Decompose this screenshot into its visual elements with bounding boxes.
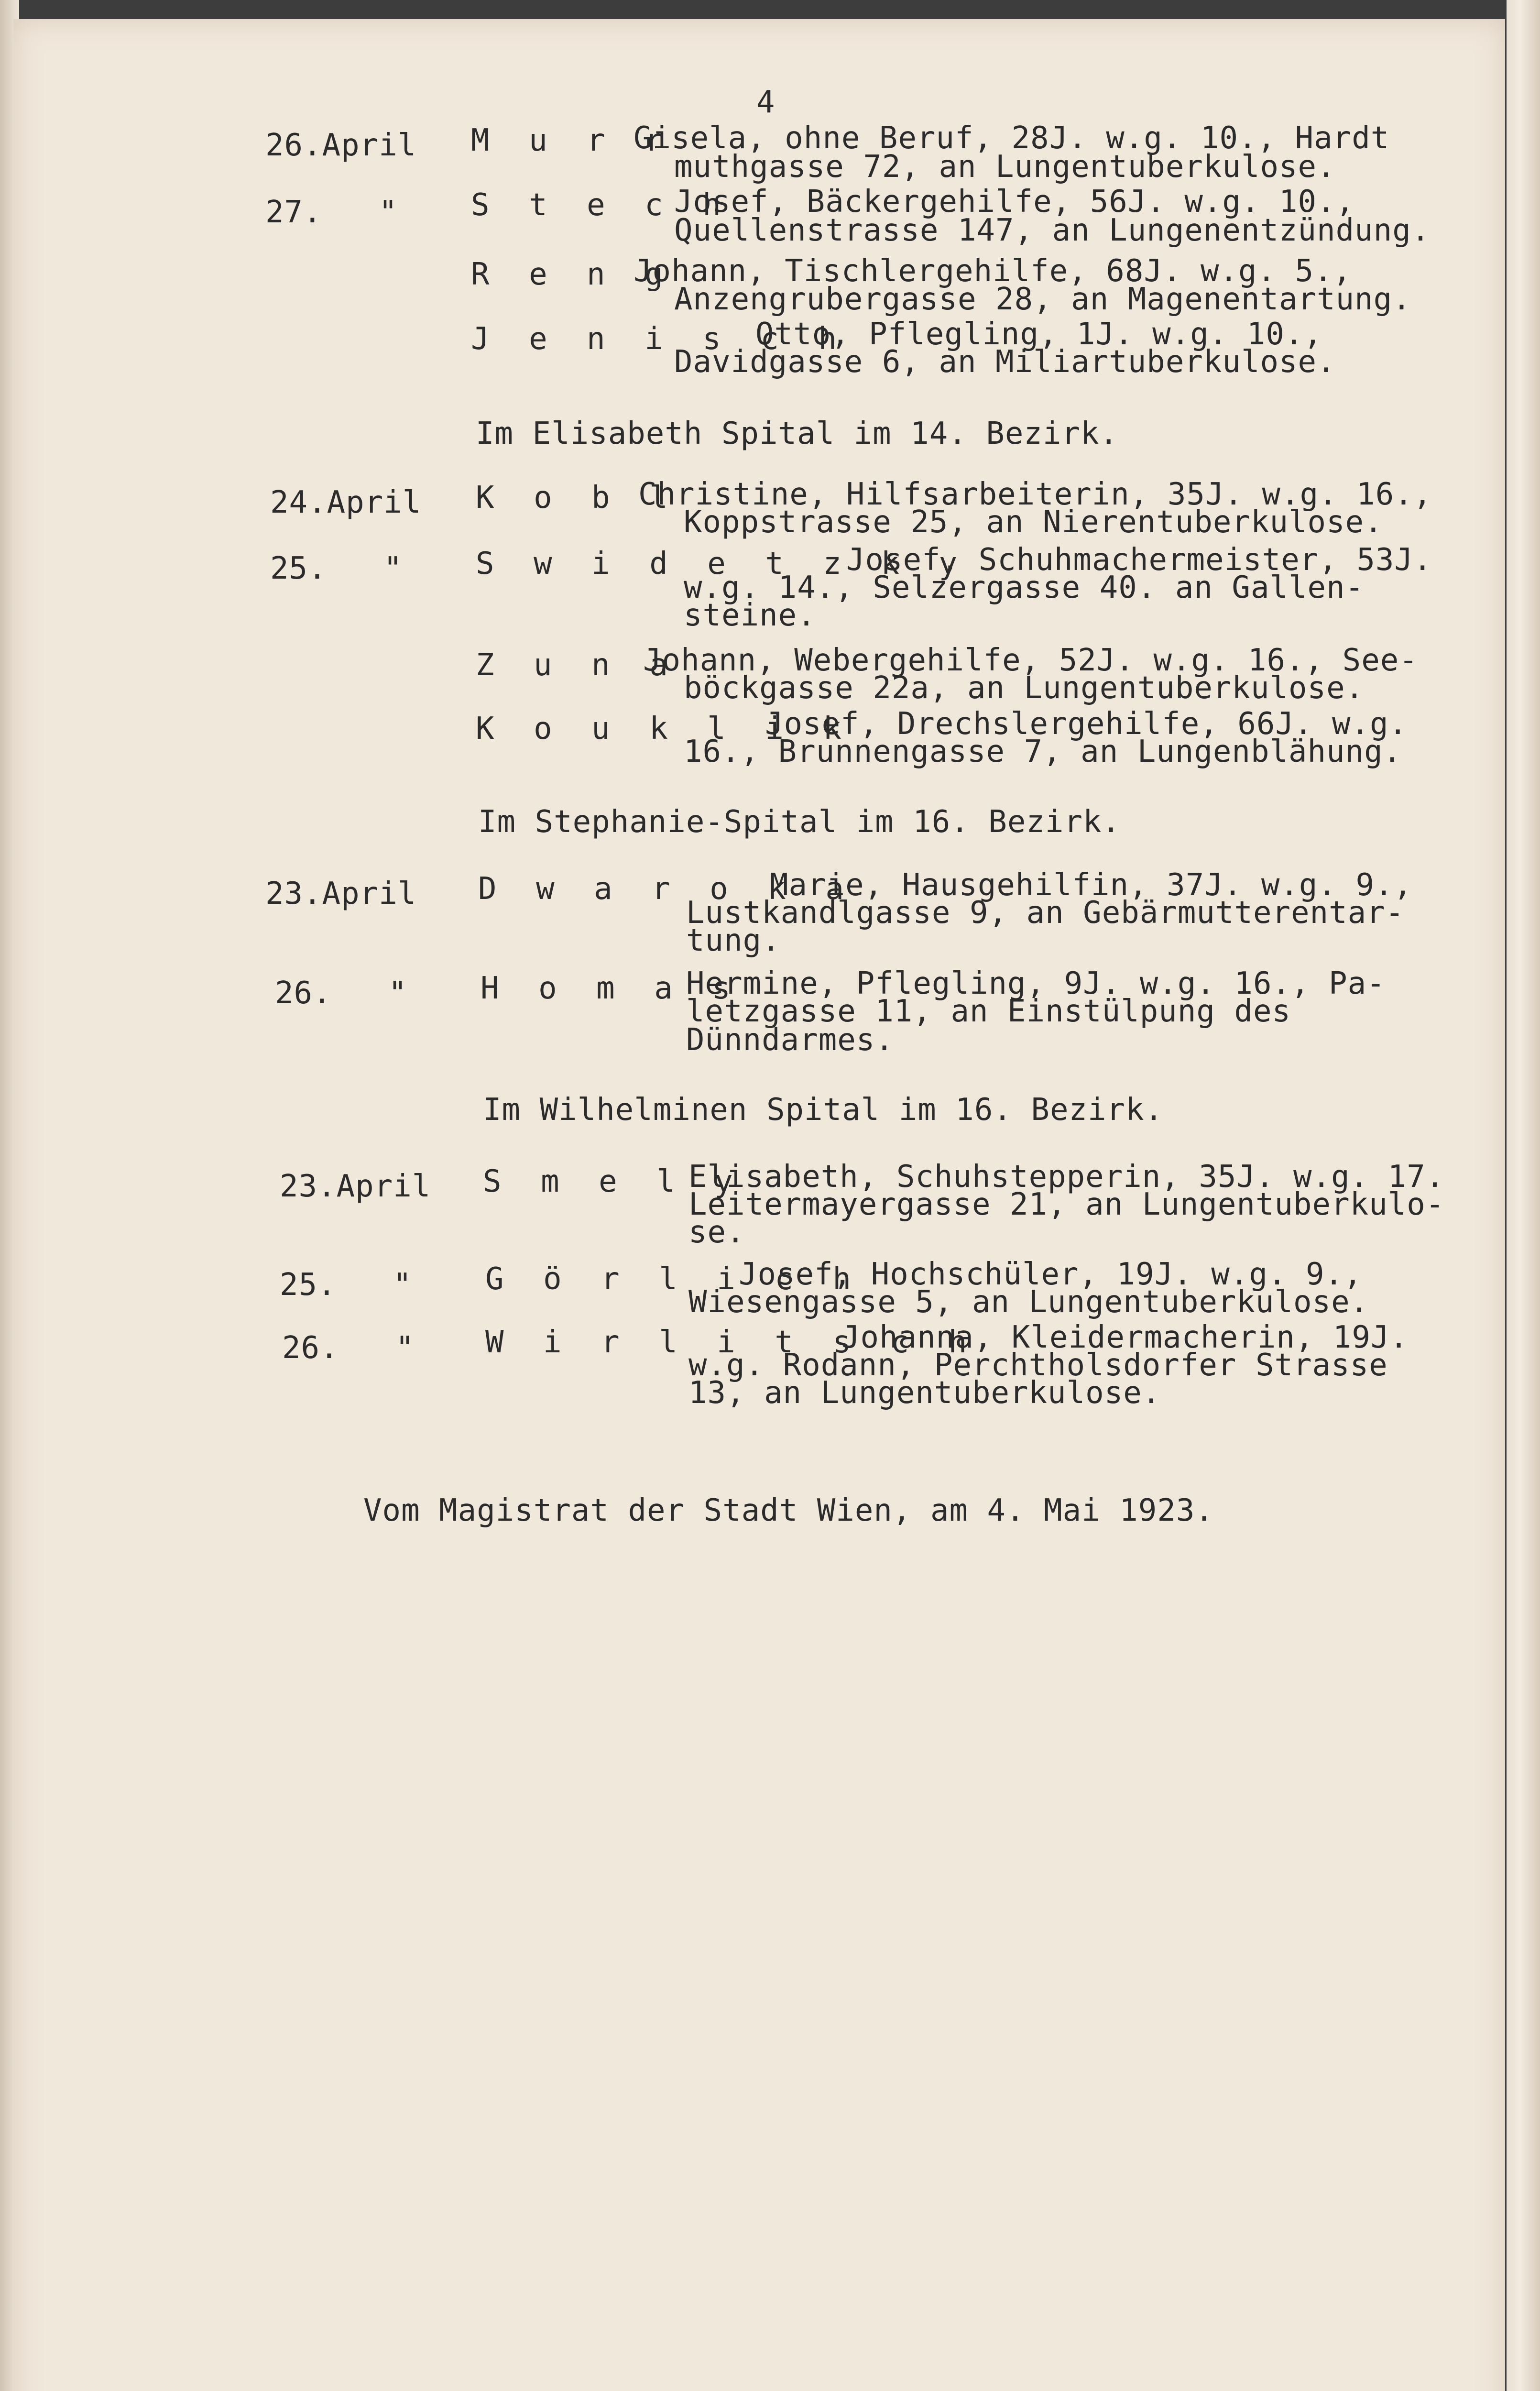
entry-date: 26. " [275, 976, 407, 1011]
entry-surname: W i r l i t s c h [485, 1325, 978, 1360]
entry-date: 27. " [265, 195, 398, 230]
entry-date: 25. " [280, 1267, 412, 1303]
entry-line: Johanna, Kleidermacherin, 19J. [841, 1320, 1409, 1355]
entry-date: 24.April [270, 485, 422, 520]
entry-line: muthgasse 72, an Lungentuberkulose. [674, 149, 1336, 185]
entry-date: 25. " [270, 551, 403, 586]
entry-surname: G ö r l i c h [485, 1261, 862, 1297]
entry-line: tung. [686, 923, 781, 958]
entry-line: Josef, Drechslergehilfe, 66J. w.g. [765, 706, 1408, 742]
entry-line: böckgasse 22a, an Lungentuberkulose. [684, 670, 1365, 706]
entry-date: 26.April [265, 128, 417, 163]
section-heading: Im Elisabeth Spital im 14. Bezirk. [476, 416, 1119, 451]
entry-surname: S t e c h [471, 187, 732, 223]
entry-line: Johann, Webergehilfe, 52J. w.g. 16., See- [643, 643, 1418, 678]
entry-surname: R e n g [471, 257, 674, 292]
entry-line: letzgasse 11, an Einstülpung des [686, 994, 1291, 1029]
entry-line: steine. [684, 598, 816, 633]
entry-line: Marie, Hausgehilfin, 37J. w.g. 9., [770, 867, 1413, 903]
entry-line: Otto, Pflegling, 1J. w.g. 10., [755, 317, 1322, 352]
entry-surname: K o u k l i k [476, 711, 852, 746]
entry-line: Dünndarmes. [686, 1022, 894, 1058]
entry-line: Wiesengasse 5, an Lungentuberkulose. [688, 1284, 1369, 1320]
entry-line: se. [688, 1215, 745, 1250]
entry-line: Josef, Hochschüler, 19J. w.g. 9., [739, 1257, 1363, 1292]
entry-line: Josef, Schuhmachermeister, 53J. [846, 542, 1432, 578]
entry-line: Christine, Hilfsarbeiterin, 35J. w.g. 16., [638, 477, 1432, 512]
entry-surname: S w i d e t z k y [476, 546, 968, 581]
entry-line: Quellenstrasse 147, an Lungenentzündung. [674, 213, 1431, 248]
entry-surname: H o m a s [481, 971, 741, 1006]
entry-date: 26. " [282, 1330, 415, 1366]
entry-surname: J e n i s c h [471, 321, 847, 357]
entry-line: Anzengrubergasse 28, an Magenentartung. [674, 282, 1411, 317]
entry-line: Lustkandlgasse 9, an Gebärmutterentar- [686, 895, 1405, 931]
entry-line: w.g. Rodann, Perchtholsdorfer Strasse [688, 1348, 1388, 1383]
entry-line: Elisabeth, Schuhstepperin, 35J. w.g. 17. [688, 1159, 1445, 1195]
entry-surname: M u r r [471, 123, 674, 158]
page-number: 4 [756, 85, 775, 120]
entry-line: Johann, Tischlergehilfe, 68J. w.g. 5., [633, 253, 1352, 289]
section-heading: Im Stephanie-Spital im 16. Bezirk. [478, 804, 1121, 840]
entry-line: Hermine, Pflegling, 9J. w.g. 16., Pa- [686, 966, 1386, 1001]
section-heading: Im Wilhelminen Spital im 16. Bezirk. [483, 1092, 1164, 1128]
entry-date: 23.April [265, 876, 417, 911]
entry-line: Koppstrasse 25, an Nierentuberkulose. [684, 505, 1383, 540]
entry-line: 13, an Lungentuberkulose. [688, 1375, 1161, 1411]
entry-line: 16., Brunnengasse 7, an Lungenblähung. [684, 734, 1402, 769]
entry-surname: D w a r o k a [478, 871, 854, 907]
entry-surname: S m e l y [483, 1164, 743, 1199]
entry-date: 23.April [280, 1169, 431, 1204]
entry-surname: Z u n a [476, 647, 678, 683]
entry-line: Davidgasse 6, an Miliartuberkulose. [674, 344, 1336, 380]
entry-surname: K o b l [476, 480, 678, 515]
entry-line: w.g. 14., Selzergasse 40. an Gallen- [684, 570, 1365, 605]
entry-line: Josef, Bäckergehilfe, 56J. w.g. 10., [674, 184, 1355, 219]
entry-line: Leitermayergasse 21, an Lungentuberkulo- [688, 1187, 1445, 1222]
entry-line: Gisela, ohne Beruf, 28J. w.g. 10., Hardt [633, 121, 1390, 156]
footer-signature-line: Vom Magistrat der Stadt Wien, am 4. Mai 1923. [363, 1493, 1214, 1528]
